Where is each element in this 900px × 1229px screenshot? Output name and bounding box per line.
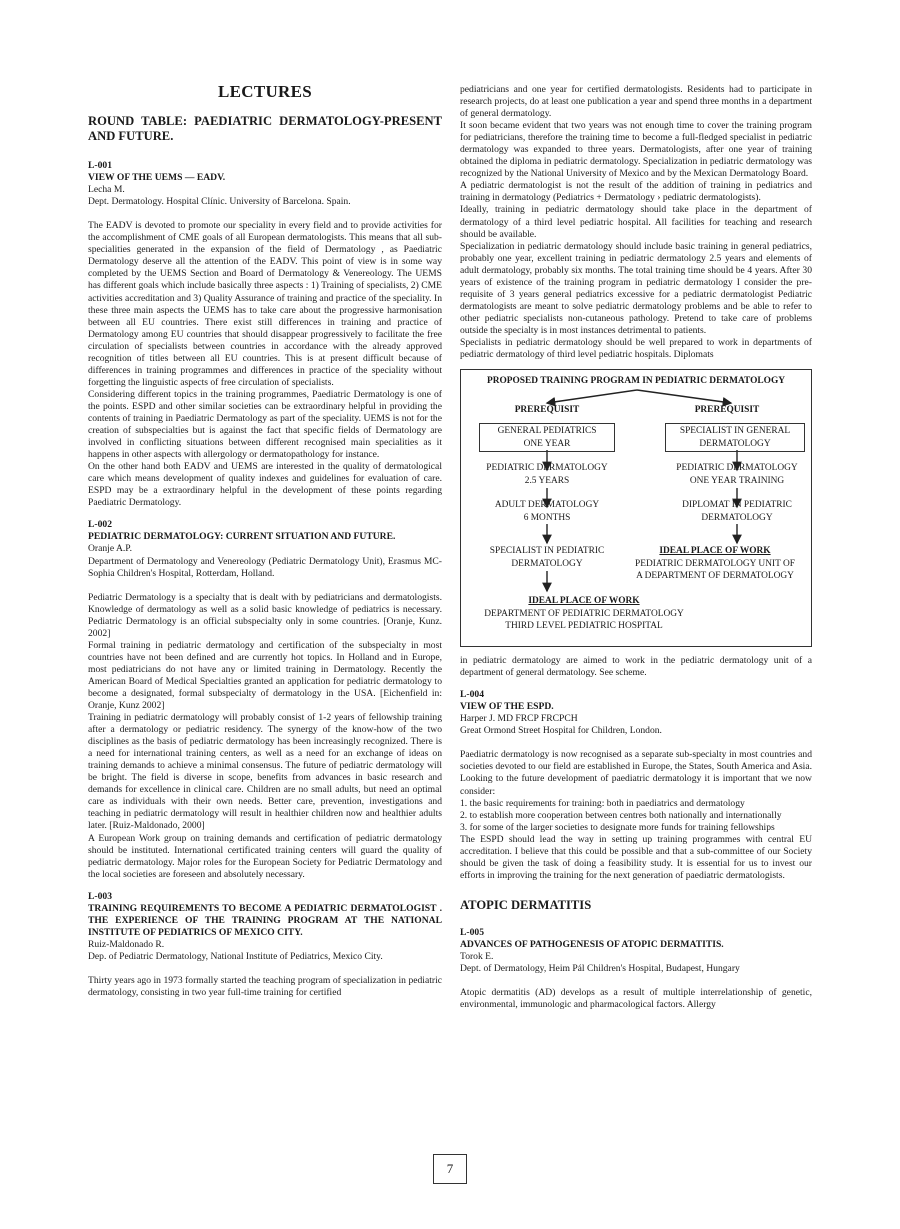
section-title-atopic-dermatitis: ATOPIC DERMATITIS xyxy=(460,897,592,912)
pediatric-dermatology-right xyxy=(651,462,823,487)
paragraph: Specialists in pediatric dermatology should be well prepared to work in departments of pediatric dermatology of third level pediatric hospitals. Diplomats xyxy=(460,336,812,361)
node-text: THIRD LEVEL PEDIATRIC HOSPITAL xyxy=(505,621,663,632)
paragraph: A European Work group on training demands and certification of pediatric dermatology should be instituted. International certificated training centers will guard the quality of pediatric dermatology. Major roles for the European Society for Pediatric Dermatology and the local societies are foreseen and absolutely necessary. xyxy=(88,832,442,880)
round-table-title: ROUND TABLE: PAEDIATRIC DERMATOLOGY-PRESENT AND FUTURE. xyxy=(88,114,442,144)
lecture-id: L-005 xyxy=(460,926,484,938)
paragraph: Formal training in pediatric dermatology and certification of the subspecialty in most countries have not been defined and are currently hot topics. In Holland and in Europe, most pediatricians do not have any or limited training in Dermatology. Recently the American Board of Medical Specialties granted an application for pediatric dermatology to become a designated, formal subspecialty of dermatology in the USA. [Eichenfield in: Oranje, Kunz 2002] xyxy=(88,639,442,712)
node-text: 6 MONTHS xyxy=(523,512,571,523)
lecture-l001 xyxy=(88,160,442,509)
pediatric-dermatology-left xyxy=(461,462,633,487)
paragraph: A pediatric dermatologist is not the result of the addition of training in pediatrics and training in dermatology (Pediatrics + Dermatology › pediatric dermatologists). xyxy=(460,180,812,204)
specialist-general-dermatology-box xyxy=(665,423,805,452)
page-number: 7 xyxy=(433,1154,467,1184)
node-text: ONE YEAR TRAINING xyxy=(689,475,785,486)
lecture-author: Ruiz-Maldonado R. xyxy=(88,938,165,950)
prerequisite-right: PREREQUISIT xyxy=(694,405,760,416)
scheme-title: PROPOSED TRAINING PROGRAM IN PEDIATRIC DERMATOLOGY xyxy=(486,376,786,387)
lecture-affiliation: Great Ormond Street Hospital for Children, London. xyxy=(460,725,662,737)
paragraph: Training in pediatric dermatology will probably consist of 1-2 years of fellowship training after a dermatology or pediatric residency. The synergy of the know-how of the two disciplines as the basis of pediatric dermatology has been increasingly recognized. There is a need for international training centers, as well as a need for an exchange of ideas on training demands to achieve a minimal consensus. The future of pediatric dermatology will be bright. The field is diverse in scope, benefits from advances in basic research and demands for excellence in clinical care. Children are no small adults, but need an optimal care as individuals with their own needs. Better care, prevention, investigations and teaching in pediatric dermatology will result in healthier children now and healthier adults later. [Ruiz-Maldonado, 2000] xyxy=(88,712,442,832)
ideal-place-left xyxy=(461,595,707,633)
node-text: 2.5 YEARS xyxy=(524,475,570,486)
ideal-place-right xyxy=(617,545,813,583)
node-text: A DEPARTMENT OF DERMATOLOGY xyxy=(636,571,794,582)
node-text: DIPLOMAT IN PEDIATRIC xyxy=(682,500,792,511)
left-column xyxy=(88,84,442,999)
lecture-author: Torok E. xyxy=(460,950,494,962)
lecture-affiliation: Dep. of Pediatric Dermatology, National Institute of Pediatrics, Mexico City. xyxy=(88,950,383,962)
lecture-title: PEDIATRIC DERMATOLOGY: CURRENT SITUATION AND FUTURE. xyxy=(88,531,396,543)
training-program-scheme xyxy=(460,369,812,647)
paragraph: Pediatric Dermatology is a specialty that is dealt with by pediatricians and dermatologists. Knowledge of dermatology as well as a solid basic knowledge of pediatrics is necessary. Pediatric Dermatology is an official subspecialty only in some countries. [Oranje, Kunz. 2002] xyxy=(88,591,442,639)
lecture-title: VIEW OF THE ESPD. xyxy=(460,701,554,713)
right-column xyxy=(460,84,812,1011)
paragraph: Thirty years ago in 1973 formally started the teaching program of specialization in pediatric dermatology, consisting in two year full-time training for certified xyxy=(88,975,442,999)
lecture-author: Oranje A.P. xyxy=(88,543,132,555)
specialist-pediatric-dermatology xyxy=(461,545,633,570)
paragraph: Paediatric dermatology is now recognised as a separate sub-specialty in most countries and societies devoted to our field are established in Europe, the States, South America and Asia. Looking to the future development of paediatric dermatology it is important that we now consider: xyxy=(460,749,812,797)
list-item: 3. for some of the larger societies to designate more funds for training fellowships xyxy=(460,821,775,833)
section-title-lectures: LECTURES xyxy=(217,82,313,101)
paragraph: It soon became evident that two years was not enough time to cover the training program for pediatricians, therefore the training time to become a full-fledged specialist in pediatric dermatology was expanded to three years. Dermatologists, after one year of training obtained the diploma in pediatric dermatology. Specialization in pediatric dermatology was recognized by the National University of Mexico and by the Mexican Dermatology Board. xyxy=(460,120,812,180)
lecture-title: ADVANCES OF PATHOGENESIS OF ATOPIC DERMATITIS. xyxy=(460,938,724,950)
ideal-place-title: IDEAL PLACE OF WORK xyxy=(528,596,640,607)
node-text: PEDIATRIC DERMATOLOGY xyxy=(676,463,798,474)
paragraph: pediatricians and one year for certified dermatologists. Residents had to participate in research projects, do at least one publication a year and spend three months in a department of general dermatology. xyxy=(460,84,812,120)
lecture-id: L-003 xyxy=(88,890,112,902)
lecture-title: TRAINING REQUIREMENTS TO BECOME A PEDIATRIC DERMATOLOGIST . THE EXPERIENCE OF THE TRAINING PROGRAM AT THE NATIONAL INSTITUTE OF PEDIATRICS OF MEXICO CITY. xyxy=(88,902,442,938)
lecture-l004 xyxy=(460,689,812,882)
paragraph: Considering different topics in the training programmes, Paediatric Dermatology is one of the points. ESPD and other similar societies can be extraordinary helpful in providing the contents of training in Paediatric Dermatology as part of the speciality. UEMS is not for the creation of subspecialties but is against the fact that specific fields of Dermatology are involved in conflicting situations between different recognised main specialities as it happens in other aspects with allergology or dermatopathology for instance. xyxy=(88,388,442,461)
lecture-affiliation: Department of Dermatology and Venereology (Pediatric Dermatology Unit), Erasmus MC-Sophia Children's Hospital, Rotterdam, Holland. xyxy=(88,555,442,579)
paragraph: Specialization in pediatric dermatology should include basic training in general pediatrics, probably one year, excellent training in pediatric dermatology 2.5 years and elements of adult dermatology, probably six months. The total training time should be 4 years. After 30 years of existence of the training program in pediatric dermatology I consider the pre-requisite of 3 years general pediatrics excessive for a pediatric dermatologist Pediatric dermatologists are meant to solve pediatric dermatology problems and be able to refer to other pediatric specialists non-cutaneous pathology. Pretend to take care of problems outside the specialty is in most instances detrimental to patients. xyxy=(460,240,812,336)
paragraph: in pediatric dermatology are aimed to work in the pediatric dermatology unit of a department of general dermatology. See scheme. xyxy=(460,655,812,679)
lecture-author: Harper J. MD FRCP FRCPCH xyxy=(460,713,578,725)
node-text: SPECIALIST IN PEDIATRIC xyxy=(489,546,605,557)
box-text: ONE YEAR xyxy=(523,438,571,449)
diplomat-pediatric-dermatology xyxy=(651,499,823,524)
lecture-affiliation: Dept. of Dermatology, Heim Pál Children's Hospital, Budapest, Hungary xyxy=(460,963,740,975)
paragraph: Ideally, training in pediatric dermatology should take place in the department of dermatology of a third level pediatric hospital. All facilities for teaching and research should be available. xyxy=(460,204,812,240)
adult-dermatology xyxy=(461,499,633,524)
ideal-place-title: IDEAL PLACE OF WORK xyxy=(659,546,771,557)
node-text: PEDIATRIC DERMATOLOGY UNIT OF xyxy=(635,558,795,569)
node-text: ADULT DERMATOLOGY xyxy=(494,500,600,511)
box-text: SPECIALIST IN GENERAL xyxy=(679,426,791,437)
lecture-id: L-004 xyxy=(460,689,484,701)
lecture-l003 xyxy=(88,891,442,999)
box-text: DERMATOLOGY xyxy=(699,438,771,449)
node-text: PEDIATRIC DERMATOLOGY xyxy=(486,463,608,474)
list-item: 1. the basic requirements for training: both in paediatrics and dermatology xyxy=(460,797,745,809)
lecture-title: VIEW OF THE UEMS — EADV. xyxy=(88,172,226,184)
general-pediatrics-box xyxy=(479,423,615,452)
paragraph: Atopic dermatitis (AD) develops as a result of multiple interrelationship of genetic, environmental, immunologic and pharmacological factors. Allergy xyxy=(460,987,812,1011)
node-text: DERMATOLOGY xyxy=(511,558,583,569)
box-text: GENERAL PEDIATRICS xyxy=(497,426,597,437)
lecture-id: L-001 xyxy=(88,160,112,172)
prerequisite-left: PREREQUISIT xyxy=(514,405,580,416)
node-text: DERMATOLOGY xyxy=(701,512,773,523)
list-item: 2. to establish more cooperation between centres both nationally and internationally xyxy=(460,809,782,821)
lecture-id: L-002 xyxy=(88,519,112,531)
lecture-affiliation: Dept. Dermatology. Hospital Clínic. University of Barcelona. Spain. xyxy=(88,196,351,208)
lecture-author: Lecha M. xyxy=(88,184,125,196)
node-text: DEPARTMENT OF PEDIATRIC DERMATOLOGY xyxy=(484,608,684,619)
paragraph: The ESPD should lead the way in setting up training programmes with central EU accreditation. I believe that this could be possible and that a sub-committee of our Society should be given the task of doing a feasibility study. It is essential for us to invest our efforts in improving the training for the next generation of paediatric dermatologists. xyxy=(460,833,812,881)
paragraph: On the other hand both EADV and UEMS are interested in the quality of dermatological care which means development of quality indexes and guidelines for evaluation of care. ESPD may be a extraordinary helpful in the development of these points regarding Paediatric Dermatology. xyxy=(88,461,442,509)
lecture-l002 xyxy=(88,519,442,880)
lecture-l005 xyxy=(460,927,812,1011)
paragraph: The EADV is devoted to promote our speciality in every field and to provide activities for the accomplishment of CME goals of all European dermatologists. This means that all sub-specialities generated in the expansion of the field of Dermatology , as Paediatric Dermatology deserve all the attention of the EADV. This point of view is in some way completed by the UEMS Section and Board of Dermatology & Venereology. The UEMS has different goals which include basically three aspects : 1) Training of specialists, 2) CME activities accreditation and 3) Quality Assurance of training and practice of the speciality. In these three main aspects the UEMS has to take care about the progressive harmonisation between all EU countries. There exist still differences in training and practice of Dermatology among EU countries that should disappear progressively to facilitate the free circulation of specialists between countries in accordance with the already approved recognition of titles between all EU countries. This is at present difficult because of differences in training programmes and differences in practice of the speciality without forgetting the linguistic aspects of free circulation of specialists. xyxy=(88,220,442,388)
